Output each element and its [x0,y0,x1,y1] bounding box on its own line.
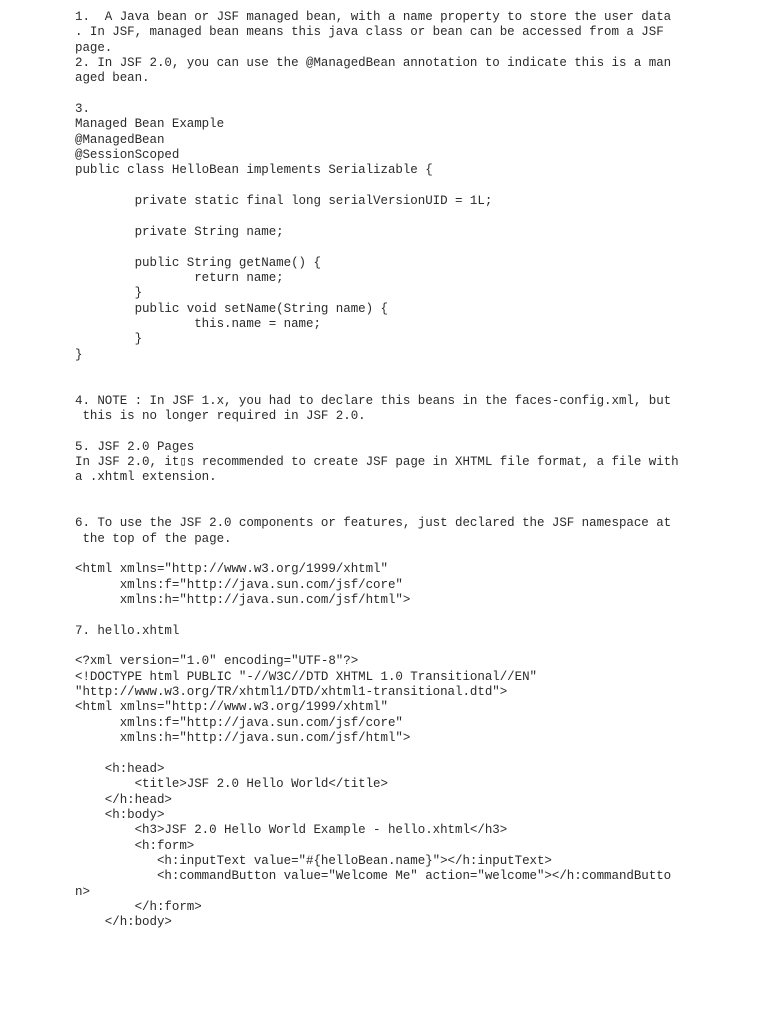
text-line [75,486,755,501]
text-line: <h:inputText value="#{helloBean.name}"></h:inputText> [75,853,552,868]
text-line: <html xmlns="http://www.w3.org/1999/xhtml" [75,700,388,715]
text-line: private String name; [75,224,284,239]
text-line: <?xml version="1.0" encoding="UTF-8"?> [75,654,359,669]
text-line [75,240,755,255]
text-line: <h3>JSF 2.0 Hello World Example - hello.xhtml</h3> [75,823,508,838]
text-line: <h:form> [75,838,195,853]
text-line [75,424,755,439]
text-line: </h:form> [75,899,202,914]
text-line: } [75,286,143,301]
text-line: "http://www.w3.org/TR/xhtml1/DTD/xhtml1-transitional.dtd"> [75,685,508,700]
text-line: <html xmlns="http://www.w3.org/1999/xhtml" [75,562,388,577]
text-line: @ManagedBean [75,132,165,147]
text-line: <h:commandButton value="Welcome Me" action="welcome"></h:commandButto [75,869,672,884]
text-line: 6. To use the JSF 2.0 components or features, just declared the JSF namespace at [75,516,672,531]
text-line [75,363,755,378]
text-line: 2. In JSF 2.0, you can use the @ManagedBean annotation to indicate this is a man [75,56,672,71]
text-line: <!DOCTYPE html PUBLIC "-//W3C//DTD XHTML 1.0 Transitional//EN" [75,669,537,684]
text-line: private static final long serialVersionUID = 1L; [75,194,493,209]
text-line: page. [75,40,113,55]
text-line: the top of the page. [75,531,232,546]
text-line: . In JSF, managed bean means this java class or bean can be accessed from a JSF [75,25,664,40]
document-text [75,10,755,931]
text-line: xmlns:h="http://java.sun.com/jsf/html"> [75,731,411,746]
text-line: </h:body> [75,915,172,930]
text-line: n> [75,884,90,899]
text-line: public void setName(String name) { [75,301,388,316]
text-line [75,378,755,393]
text-line: this is no longer required in JSF 2.0. [75,408,366,423]
text-line: <h:head> [75,761,165,776]
text-line [75,639,755,654]
text-line: xmlns:h="http://java.sun.com/jsf/html"> [75,593,411,608]
text-line: @SessionScoped [75,148,180,163]
text-line [75,547,755,562]
text-line: 1. A Java bean or JSF managed bean, with a name property to store the user data [75,10,672,24]
text-line: } [75,332,143,347]
text-line [75,608,755,623]
text-line: <title>JSF 2.0 Hello World</title> [75,777,388,792]
text-line: 7. hello.xhtml [75,623,180,638]
text-line: <h:body> [75,807,165,822]
text-line [75,501,755,516]
text-line: xmlns:f="http://java.sun.com/jsf/core" [75,715,403,730]
text-line [75,87,755,102]
text-line: In JSF 2.0, it▯s recommended to create JSF page in XHTML file format, a file with [75,454,679,469]
text-line: aged bean. [75,71,150,86]
text-line: Managed Bean Example [75,117,225,132]
text-line: public String getName() { [75,255,321,270]
text-line [75,179,755,194]
text-line: public class HelloBean implements Serializable { [75,163,433,178]
text-line: xmlns:f="http://java.sun.com/jsf/core" [75,577,403,592]
text-line [75,747,755,762]
text-line: return name; [75,270,284,285]
text-line: } [75,347,83,362]
text-line: 3. [75,102,90,117]
text-line: 5. JSF 2.0 Pages [75,439,195,454]
text-line: a .xhtml extension. [75,470,217,485]
text-line [75,209,755,224]
text-line: </h:head> [75,792,172,807]
text-line: 4. NOTE : In JSF 1.x, you had to declare this beans in the faces-config.xml, but [75,393,672,408]
text-line: this.name = name; [75,316,321,331]
